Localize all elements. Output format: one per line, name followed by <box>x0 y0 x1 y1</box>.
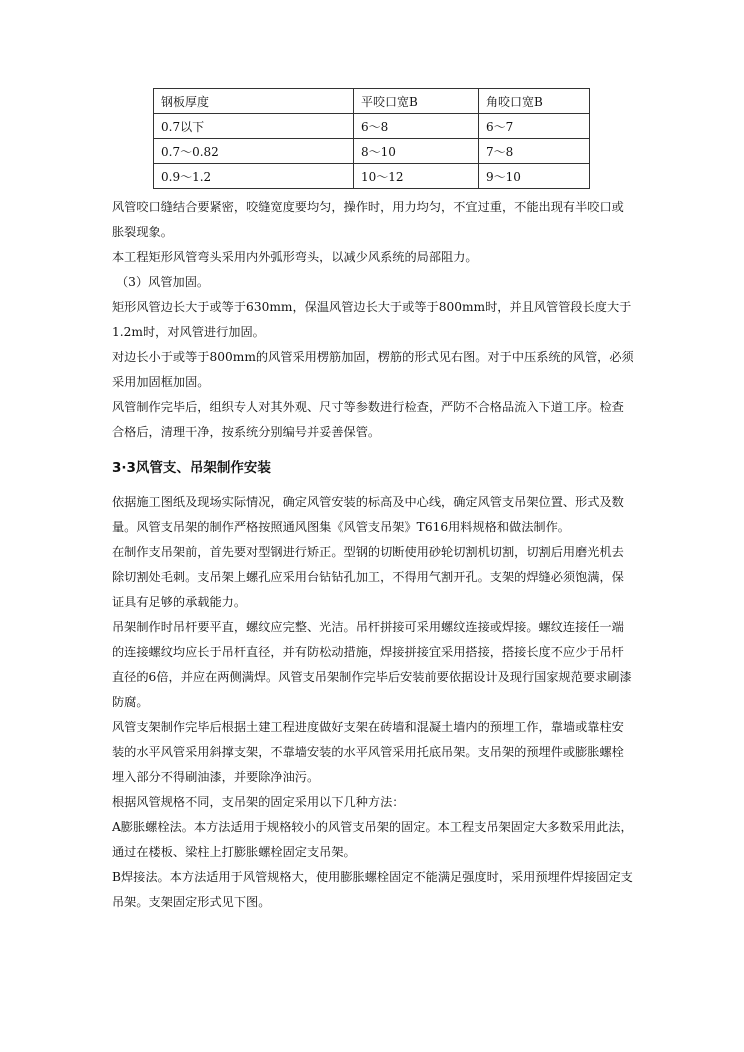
table-cell: 0.7～0.82 <box>154 139 354 164</box>
paragraph: 风管咬口缝结合要紧密，咬缝宽度要均匀，操作时，用力均匀，不宜过重，不能出现有半咬口或胀裂现象。 <box>112 200 624 239</box>
table-header-cell: 角咬口宽B <box>479 89 590 114</box>
table-cell: 9～10 <box>479 164 590 189</box>
paragraph: 在制作支吊架前，首先要对型钢进行矫正。型钢的切断使用砂轮切割机切割，切割后用磨光机去除切割处毛刺。支吊架上螺孔应采用台钻钻孔加工，不得用气割开孔。支架的焊缝必须饱满，保证具有足够的承载能力。 <box>112 545 624 609</box>
table-cell: 10～12 <box>354 164 479 189</box>
table-cell: 6～7 <box>479 114 590 139</box>
subheading-duct-reinforcement: （3）风管加固。 <box>116 275 210 289</box>
table-row <box>154 114 590 139</box>
paragraph: 根据风管规格不同，支吊架的固定采用以下几种方法： <box>112 795 405 809</box>
table-cell: 0.9～1.2 <box>154 164 354 189</box>
table-cell: 8～10 <box>354 139 479 164</box>
table-header-cell: 钢板厚度 <box>154 89 354 114</box>
paragraph: 风管支架制作完毕后根据土建工程进度做好支架在砖墙和混凝土墙内的预埋工作，靠墙或靠柱安装的水平风管采用斜撑支架，不靠墙安装的水平风管采用托底吊架。支吊架的预埋件或膨胀螺栓埋入部分不得刷油漆，并要除净油污。 <box>112 720 624 784</box>
table-row <box>154 164 590 189</box>
paragraph: 矩形风管边长大于或等于630mm，保温风管边长大于或等于800mm时，并且风管管段长度大于1.2m时，对风管进行加固。 <box>112 300 632 339</box>
paragraph: 本工程矩形风管弯头采用内外弧形弯头，以减少风系统的局部阻力。 <box>112 250 478 264</box>
paragraph: 吊架制作时吊杆要平直，螺纹应完整、光洁。吊杆拼接可采用螺纹连接或焊接。螺纹连接任一端的连接螺纹均应长于吊杆直径，并有防松动措施，焊接拼接宜采用搭接，搭接长度不应少于吊杆直径的6倍，并应在两侧满焊。风管支吊架制作完毕后安装前要依据设计及现行国家规范要求刷漆防腐。 <box>112 620 632 709</box>
section-heading: 3·3风管支、吊架制作安装 <box>112 460 271 476</box>
body-text <box>112 195 636 915</box>
paragraph: 对边长小于或等于800mm的风管采用楞筋加固，楞筋的形式见右图。对于中压系统的风管，必须采用加固框加固。 <box>112 350 634 389</box>
paragraph: B焊接法。本方法适用于风管规格大，使用膨胀螺栓固定不能满足强度时，采用预埋件焊接固定支吊架。支架固定形式见下图。 <box>112 870 633 909</box>
paragraph: A膨胀螺栓法。本方法适用于规格较小的风管支吊架的固定。本工程支吊架固定大多数采用此法，通过在楼板、梁柱上打膨胀螺栓固定支吊架。 <box>112 820 633 859</box>
table-row <box>154 139 590 164</box>
table-cell: 0.7以下 <box>154 114 354 139</box>
seam-width-table <box>153 88 590 189</box>
paragraph: 依据施工图纸及现场实际情况，确定风管安装的标高及中心线，确定风管支吊架位置、形式及数量。风管支吊架的制作严格按照通风图集《风管支吊架》T616用料规格和做法制作。 <box>112 495 624 534</box>
table-header-row <box>154 89 590 114</box>
table-cell: 7～8 <box>479 139 590 164</box>
table-header-cell: 平咬口宽B <box>354 89 479 114</box>
paragraph: 风管制作完毕后，组织专人对其外观、尺寸等参数进行检查，严防不合格品流入下道工序。检查合格后，清理干净，按系统分别编号并妥善保管。 <box>112 400 624 439</box>
table-cell: 6～8 <box>354 114 479 139</box>
